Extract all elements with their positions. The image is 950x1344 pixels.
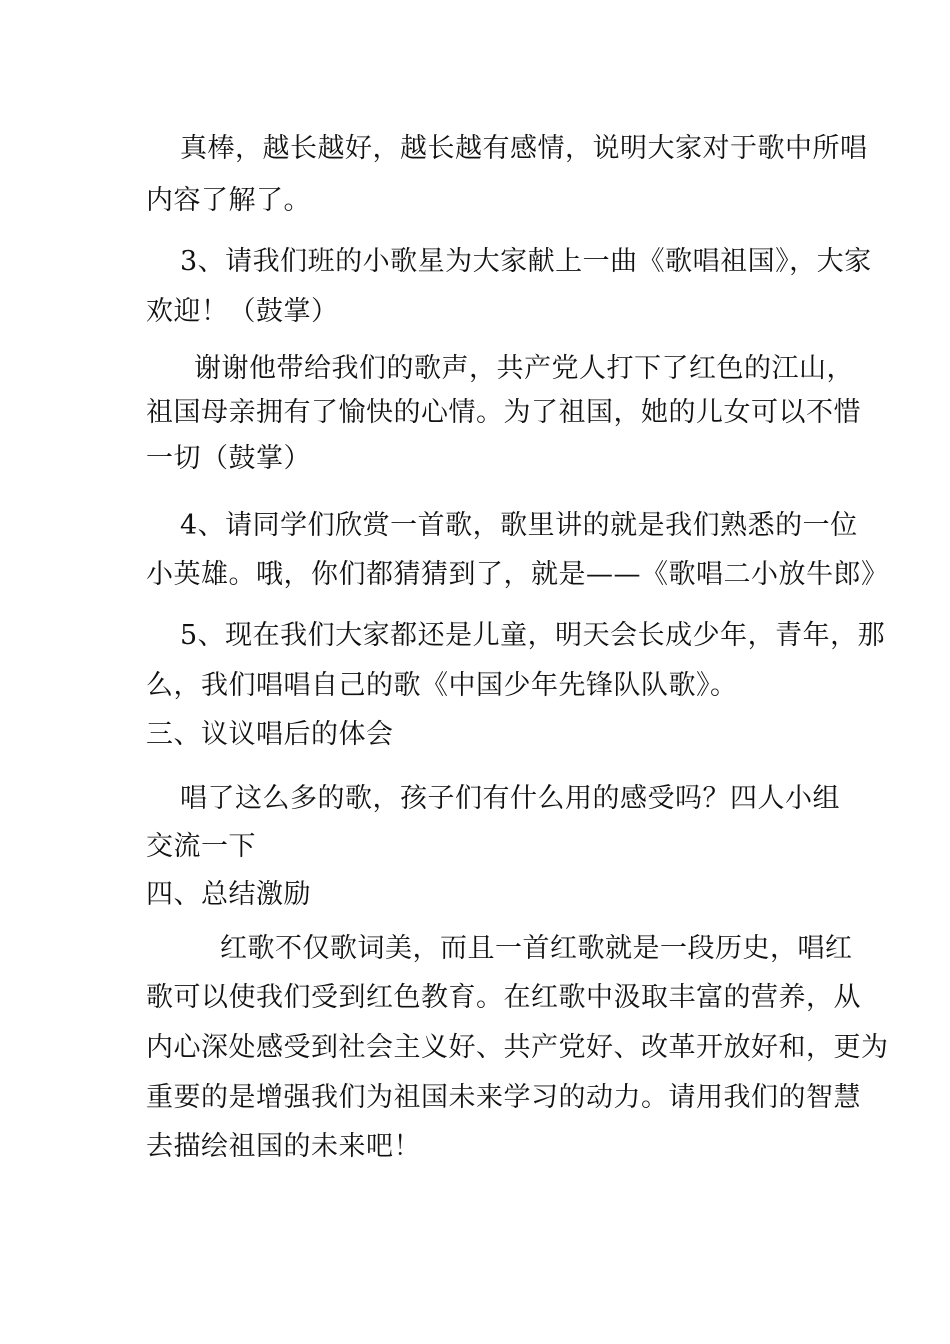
text-line: 歌可以使我们受到红色教育。在红歌中汲取丰富的营养，从 xyxy=(146,982,861,1013)
text-line: 祖国母亲拥有了愉快的心情。为了祖国，她的儿女可以不惜 xyxy=(146,397,861,428)
text-line: 内心深处感受到社会主义好、共产党好、改革开放好和，更为 xyxy=(146,1032,889,1063)
text-line: 交流一下 xyxy=(146,831,256,862)
text-line: 4、请同学们欣赏一首歌，歌里讲的就是我们熟悉的一位 xyxy=(180,510,858,541)
text-line: 内容了解了。 xyxy=(146,185,311,216)
text-line: 么，我们唱唱自己的歌《中国少年先锋队队歌》。 xyxy=(146,670,738,701)
text-line: 一切（鼓掌） xyxy=(146,443,311,474)
text-line: 重要的是增强我们为祖国未来学习的动力。请用我们的智慧 xyxy=(146,1082,861,1113)
text-line: 唱了这么多的歌，孩子们有什么用的感受吗？四人小组 xyxy=(180,783,840,814)
text-line: 真棒，越长越好，越长越有感情，说明大家对于歌中所唱 xyxy=(180,133,868,164)
text-line: 5、现在我们大家都还是儿童，明天会长成少年，青年，那 xyxy=(180,620,886,651)
text-line: 3、请我们班的小歌星为大家献上一曲《歌唱祖国》，大家 xyxy=(180,246,872,277)
text-line: 去描绘祖国的未来吧！ xyxy=(146,1131,421,1162)
section-heading: 三、议议唱后的体会 xyxy=(146,719,394,750)
section-heading: 四、总结激励 xyxy=(146,879,311,910)
text-line: 红歌不仅歌词美，而且一首红歌就是一段历史，唱红 xyxy=(220,933,853,964)
text-line: 欢迎！（鼓掌） xyxy=(146,296,339,327)
text-line: 小英雄。哦，你们都猜猜到了，就是——《歌唱二小放牛郎》 xyxy=(146,559,889,590)
text-line: 谢谢他带给我们的歌声，共产党人打下了红色的江山， xyxy=(194,353,854,384)
